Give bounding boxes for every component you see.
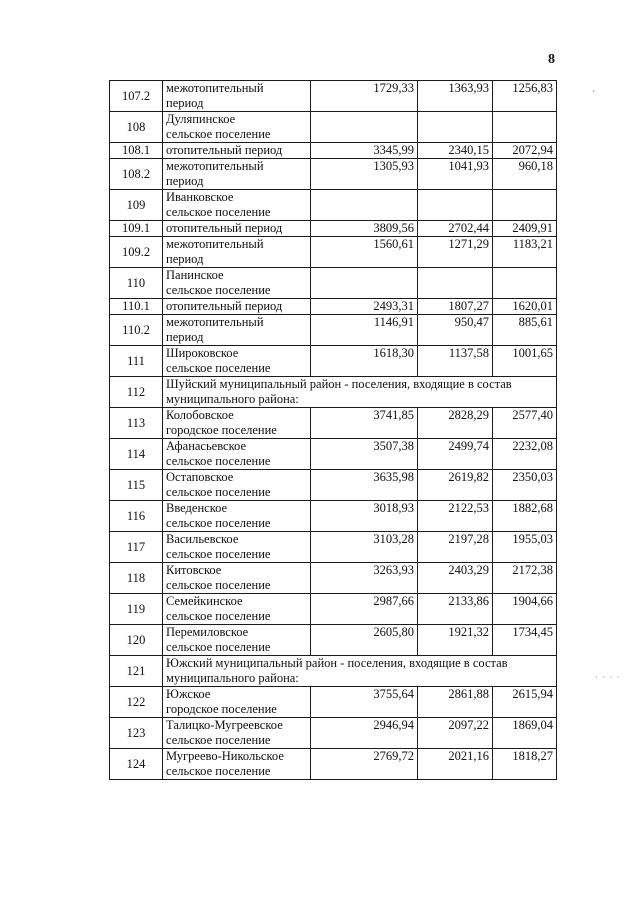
value-cell-v3: 1818,27: [493, 749, 557, 780]
row-number: 109.1: [110, 221, 163, 237]
name-line: Остаповское: [166, 470, 234, 484]
value-cell-v3: 1620,01: [493, 299, 557, 315]
row-number: 112: [110, 377, 163, 408]
name-line: период: [166, 174, 204, 188]
row-number: 123: [110, 718, 163, 749]
row-number: 110.2: [110, 315, 163, 346]
value-cell-v1: 1146,91: [311, 315, 418, 346]
value-cell-v2: 1271,29: [418, 237, 493, 268]
value-cell-v3: 1734,45: [493, 625, 557, 656]
value-cell-v3: 960,18: [493, 159, 557, 190]
value-cell-v3: 2172,38: [493, 563, 557, 594]
settlement-name: [163, 501, 311, 532]
value-cell-v2: 2619,82: [418, 470, 493, 501]
settlement-name: [163, 112, 311, 143]
row-number: 124: [110, 749, 163, 780]
value-cell-v3: 1955,03: [493, 532, 557, 563]
table-row: [110, 377, 557, 408]
settlement-name: [163, 159, 311, 190]
name-line: Панинское: [166, 268, 224, 282]
row-number: 113: [110, 408, 163, 439]
row-number: 119: [110, 594, 163, 625]
row-number: 118: [110, 563, 163, 594]
table-row: [110, 656, 557, 687]
value-cell-v2: [418, 268, 493, 299]
name-line: сельское поселение: [166, 640, 271, 654]
margin-dots: · · · ·: [595, 672, 621, 682]
name-line: сельское поселение: [166, 454, 271, 468]
value-cell-v2: 950,47: [418, 315, 493, 346]
name-line: Перемиловское: [166, 625, 249, 639]
settlement-name: [163, 268, 311, 299]
value-cell-v2: 1041,93: [418, 159, 493, 190]
row-number: 111: [110, 346, 163, 377]
name-line: межотопительный: [166, 81, 264, 95]
value-cell-v1: 1305,93: [311, 159, 418, 190]
name-line: межотопительный: [166, 237, 264, 251]
name-line: Мугреево-Никольское: [166, 749, 284, 763]
value-cell-v1: 3263,93: [311, 563, 418, 594]
name-line: отопительный период: [166, 299, 283, 313]
settlement-name: [163, 625, 311, 656]
value-cell-v2: 2499,74: [418, 439, 493, 470]
name-line: сельское поселение: [166, 609, 271, 623]
value-cell-v1: 2493,31: [311, 299, 418, 315]
value-cell-v3: [493, 268, 557, 299]
settlement-name: [163, 439, 311, 470]
value-cell-v3: [493, 112, 557, 143]
table-row: [110, 159, 557, 190]
value-cell-v2: 1921,32: [418, 625, 493, 656]
table-row: [110, 81, 557, 112]
settlement-name: [163, 221, 311, 237]
settlement-name: [163, 470, 311, 501]
value-cell-v3: 2072,94: [493, 143, 557, 159]
value-cell-v3: 1256,83: [493, 81, 557, 112]
value-cell-v2: 2197,28: [418, 532, 493, 563]
table-row: [110, 346, 557, 377]
value-cell-v1: 3809,56: [311, 221, 418, 237]
value-cell-v3: 2577,40: [493, 408, 557, 439]
value-cell-v1: 1618,30: [311, 346, 418, 377]
value-cell-v1: 3018,93: [311, 501, 418, 532]
value-cell-v1: 2605,80: [311, 625, 418, 656]
table-row: [110, 718, 557, 749]
settlement-name: [163, 532, 311, 563]
name-line: Иванковское: [166, 190, 234, 204]
settlement-name: [163, 190, 311, 221]
value-cell-v3: 2232,08: [493, 439, 557, 470]
settlement-name: [163, 143, 311, 159]
value-cell-v2: 1807,27: [418, 299, 493, 315]
row-number: 109: [110, 190, 163, 221]
value-cell-v2: 2702,44: [418, 221, 493, 237]
value-cell-v1: [311, 190, 418, 221]
name-line: сельское поселение: [166, 578, 271, 592]
margin-mark: ˊ: [592, 90, 596, 101]
name-line: Колобовское: [166, 408, 234, 422]
name-line: отопительный период: [166, 221, 283, 235]
name-line: межотопительный: [166, 315, 264, 329]
row-number: 110.1: [110, 299, 163, 315]
settlement-name: [163, 718, 311, 749]
name-line: Широковское: [166, 346, 239, 360]
name-line: Введенское: [166, 501, 228, 515]
settlement-name: [163, 687, 311, 718]
name-line: сельское поселение: [166, 205, 271, 219]
value-cell-v3: [493, 190, 557, 221]
table-row: [110, 237, 557, 268]
name-line: сельское поселение: [166, 733, 271, 747]
table-row: [110, 190, 557, 221]
name-line: городское поселение: [166, 702, 277, 716]
table-body: [110, 81, 557, 780]
table-row: [110, 687, 557, 718]
value-cell-v1: 3507,38: [311, 439, 418, 470]
name-line: сельское поселение: [166, 361, 271, 375]
row-number: 120: [110, 625, 163, 656]
name-line: период: [166, 96, 204, 110]
value-cell-v3: 1183,21: [493, 237, 557, 268]
name-line: межотопительный: [166, 159, 264, 173]
table-row: [110, 408, 557, 439]
value-cell-v1: 1729,33: [311, 81, 418, 112]
name-line: сельское поселение: [166, 485, 271, 499]
value-cell-v1: 3741,85: [311, 408, 418, 439]
settlement-name: [163, 346, 311, 377]
table-row: [110, 625, 557, 656]
table-row: [110, 470, 557, 501]
name-line: Талицко-Мугреевское: [166, 718, 283, 732]
row-number: 108.2: [110, 159, 163, 190]
row-number: 110: [110, 268, 163, 299]
table-row: [110, 501, 557, 532]
name-line: городское поселение: [166, 423, 277, 437]
district-heading: Южский муниципальный район - поселения, входящие в состав муниципального района:: [163, 656, 557, 687]
tariff-table: [109, 80, 557, 780]
row-number: 122: [110, 687, 163, 718]
name-line: период: [166, 252, 204, 266]
value-cell-v2: 2861,88: [418, 687, 493, 718]
row-number: 107.2: [110, 81, 163, 112]
settlement-name: [163, 237, 311, 268]
value-cell-v1: 3103,28: [311, 532, 418, 563]
value-cell-v3: 2350,03: [493, 470, 557, 501]
value-cell-v3: 1904,66: [493, 594, 557, 625]
value-cell-v1: 3755,64: [311, 687, 418, 718]
name-line: сельское поселение: [166, 547, 271, 561]
name-line: сельское поселение: [166, 516, 271, 530]
table-row: [110, 221, 557, 237]
value-cell-v2: 2097,22: [418, 718, 493, 749]
row-number: 114: [110, 439, 163, 470]
row-number: 108: [110, 112, 163, 143]
district-heading: Шуйский муниципальный район - поселения, входящие в состав муниципального района:: [163, 377, 557, 408]
name-line: сельское поселение: [166, 764, 271, 778]
table-row: [110, 112, 557, 143]
value-cell-v2: 2828,29: [418, 408, 493, 439]
name-line: Семейкинское: [166, 594, 243, 608]
table-row: [110, 563, 557, 594]
value-cell-v1: 2769,72: [311, 749, 418, 780]
value-cell-v3: 1882,68: [493, 501, 557, 532]
value-cell-v2: [418, 190, 493, 221]
table-row: [110, 299, 557, 315]
value-cell-v1: 3345,99: [311, 143, 418, 159]
settlement-name: [163, 299, 311, 315]
row-number: 121: [110, 656, 163, 687]
settlement-name: [163, 315, 311, 346]
name-line: Южское: [166, 687, 211, 701]
value-cell-v2: 2133,86: [418, 594, 493, 625]
value-cell-v2: 1137,58: [418, 346, 493, 377]
table-row: [110, 439, 557, 470]
settlement-name: [163, 563, 311, 594]
value-cell-v2: 2340,15: [418, 143, 493, 159]
value-cell-v2: 2122,53: [418, 501, 493, 532]
value-cell-v3: 885,61: [493, 315, 557, 346]
name-line: Дуляпинское: [166, 112, 236, 126]
name-line: Китовское: [166, 563, 222, 577]
settlement-name: [163, 408, 311, 439]
row-number: 117: [110, 532, 163, 563]
value-cell-v1: 2946,94: [311, 718, 418, 749]
table-row: [110, 594, 557, 625]
row-number: 116: [110, 501, 163, 532]
settlement-name: [163, 81, 311, 112]
value-cell-v1: 2987,66: [311, 594, 418, 625]
value-cell-v3: 1869,04: [493, 718, 557, 749]
value-cell-v1: [311, 268, 418, 299]
value-cell-v3: 1001,65: [493, 346, 557, 377]
value-cell-v2: 2021,16: [418, 749, 493, 780]
settlement-name: [163, 749, 311, 780]
name-line: Афанасьевское: [166, 439, 246, 453]
row-number: 108.1: [110, 143, 163, 159]
value-cell-v1: 1560,61: [311, 237, 418, 268]
table-row: [110, 315, 557, 346]
table-row: [110, 143, 557, 159]
name-line: сельское поселение: [166, 127, 271, 141]
table-row: [110, 532, 557, 563]
value-cell-v3: 2615,94: [493, 687, 557, 718]
name-line: Васильевское: [166, 532, 239, 546]
value-cell-v1: [311, 112, 418, 143]
row-number: 115: [110, 470, 163, 501]
value-cell-v2: 1363,93: [418, 81, 493, 112]
name-line: период: [166, 330, 204, 344]
name-line: отопительный период: [166, 143, 283, 157]
table-row: [110, 268, 557, 299]
value-cell-v2: 2403,29: [418, 563, 493, 594]
value-cell-v3: 2409,91: [493, 221, 557, 237]
page-number: 8: [548, 52, 555, 67]
value-cell-v2: [418, 112, 493, 143]
value-cell-v1: 3635,98: [311, 470, 418, 501]
settlement-name: [163, 594, 311, 625]
table-row: [110, 749, 557, 780]
name-line: сельское поселение: [166, 283, 271, 297]
row-number: 109.2: [110, 237, 163, 268]
